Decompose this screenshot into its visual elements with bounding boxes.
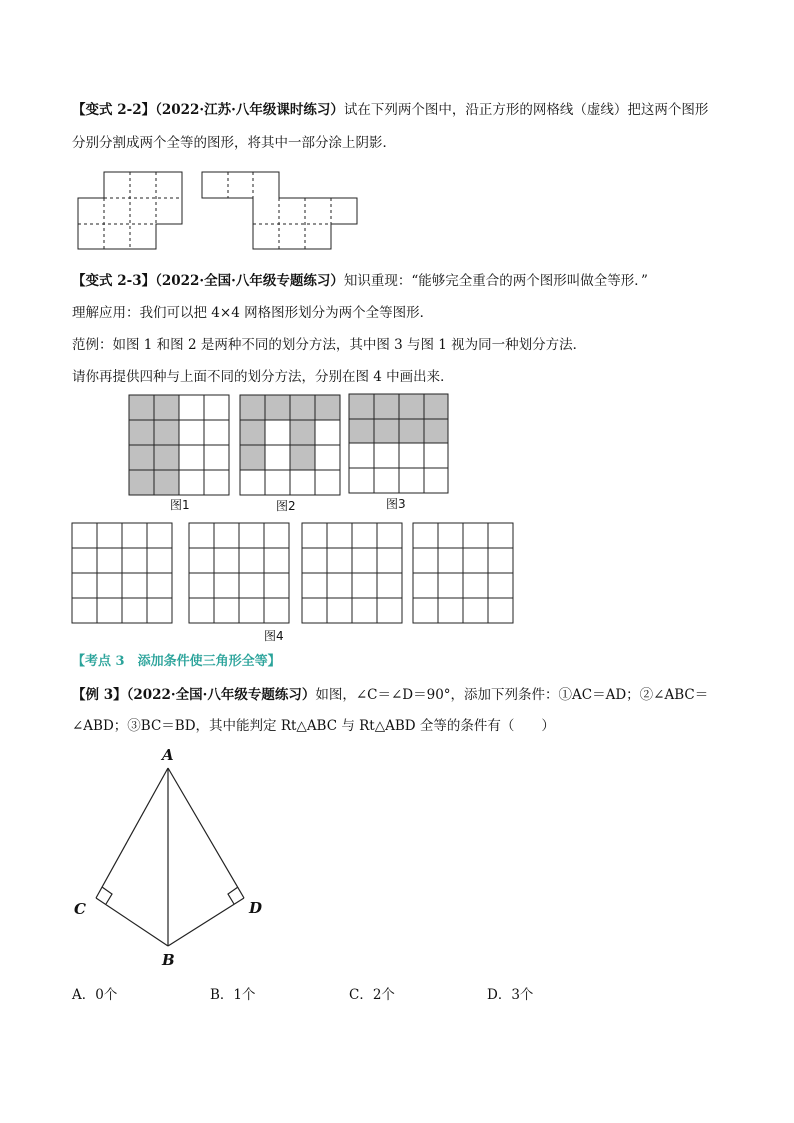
grid-figure-4a [72, 523, 172, 623]
right-angle-mark-c [102, 887, 112, 904]
option-d[interactable]: D．3个 [487, 987, 534, 1003]
example-3-text1: 如图，∠C＝∠D＝90°，添加下列条件：①AC＝AD；②∠ABC＝ [315, 687, 709, 703]
option-c[interactable]: C．2个 [349, 987, 395, 1003]
grid-figure-4c [302, 523, 402, 623]
variant-2-2-source: （2022·江苏·八年级课时练习） [155, 102, 344, 118]
grid-figure-2 [240, 395, 340, 495]
grid-figure-1 [129, 395, 229, 495]
variant-2-3-line4: 请你再提供四种与上面不同的划分方法，分别在图 4 中画出来． [72, 369, 454, 385]
figure-2-caption: 图2 [276, 499, 296, 513]
right-angle-mark-d [228, 887, 238, 904]
grid-figure-4d [413, 523, 513, 623]
variant-2-3-text1: 知识重现：“能够完全重合的两个图形叫做全等形．” [343, 273, 648, 289]
vertex-label-a: A [162, 746, 174, 764]
option-b[interactable]: B．1个 [210, 987, 256, 1003]
vertex-label-d: D [249, 899, 263, 917]
figure-left-shape [78, 172, 182, 249]
figure-1-caption: 图1 [170, 498, 190, 512]
figure-3-caption: 图3 [386, 497, 406, 511]
kite-figure [96, 768, 244, 946]
example-3-line1 [72, 685, 708, 705]
variant-2-3-line2: 理解应用：我们可以把 4×4 网格图形划分为两个全等图形． [72, 305, 434, 321]
variant-2-3-tag: 【变式 2-3】 [72, 273, 156, 289]
example-3-line2: ∠ABD；③BC＝BD，其中能判定 Rt△ABC 与 Rt△ABD 全等的条件有（ ） [72, 718, 555, 734]
grid-figure-3 [349, 394, 448, 493]
figure-right-shape [202, 172, 357, 249]
example-3-tag: 【例 3】 [72, 687, 127, 703]
vertex-label-b: B [162, 951, 175, 969]
variant-2-3-source: （2022·全国·八年级专题练习） [155, 273, 344, 289]
variant-2-3-line1 [72, 271, 648, 291]
vertex-label-c: C [74, 900, 86, 918]
option-a[interactable]: A．0个 [72, 987, 118, 1003]
variant-2-2-tag: 【变式 2-2】 [72, 102, 156, 118]
figure-4-caption: 图4 [264, 629, 284, 643]
section-3-title: 【考点 3 添加条件使三角形全等】 [72, 654, 281, 669]
variant-2-3-line3: 范例：如图 1 和图 2 是两种不同的划分方法，其中图 3 与图 1 视为同一种划分方法． [72, 337, 587, 353]
variant-2-2-text1: 试在下列两个图中，沿正方形的网格线（虚线）把这两个图形 [343, 102, 709, 118]
example-3-source: （2022·全国·八年级专题练习） [126, 687, 316, 703]
variant-2-2-line2: 分别分割成两个全等的图形，将其中一部分涂上阴影． [72, 135, 396, 151]
grid-figure-4b [189, 523, 289, 623]
